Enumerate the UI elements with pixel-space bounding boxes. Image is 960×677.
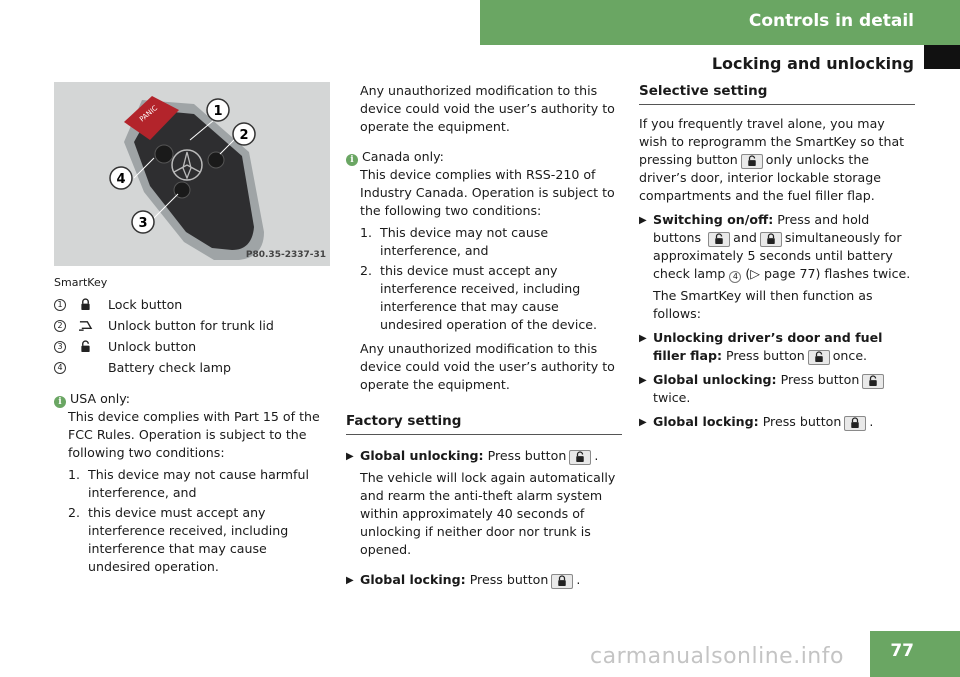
- canada-closing: Any unauthorized modification to this device could void the user’s authority to operate the equipment.: [360, 341, 615, 392]
- svg-text:1: 1: [213, 104, 223, 119]
- section-title: Controls in detail: [748, 11, 914, 31]
- smartkey-figure: [54, 82, 330, 266]
- svg-text:4: 4: [116, 172, 126, 187]
- callout-ref: 4: [729, 271, 741, 283]
- selective-driver-unlock: ▶ Unlocking driver’s door and fuel filler flap: Press button once.: [639, 330, 883, 363]
- canada-heading: Canada only:: [362, 149, 444, 164]
- legend-number: 1: [54, 299, 66, 311]
- legend-number: 4: [54, 362, 66, 374]
- canada-intro: This device complies with RSS-210 of Industry Canada. Operation is subject to the following two conditions:: [360, 167, 615, 218]
- list-item: 1. This device may not cause interference, and: [360, 225, 549, 258]
- column-right: [639, 82, 915, 432]
- header-tab-marker: [924, 45, 960, 69]
- usa-closing: Any unauthorized modification to this device could void the user’s authority to operate the equipment.: [360, 83, 615, 134]
- legend-number: 3: [54, 341, 66, 353]
- list-item: 2. this device must accept any interference received, including interference that may cause undesired operation of the device.: [360, 263, 598, 332]
- smartkey-illustration: [54, 82, 330, 266]
- unlock-icon: [808, 350, 830, 365]
- selective-function-note: The SmartKey will then function as follows:: [653, 288, 873, 321]
- selective-intro: If you frequently travel alone, you may wish to reprogramm the SmartKey so that pressing button only unlocks the driver’s door, interior lockable storage compartments and the fuel filler flap.: [639, 116, 905, 203]
- subsection-title: Locking and unlocking: [711, 54, 914, 73]
- lock-icon: [551, 574, 573, 589]
- page-number-box: [870, 631, 960, 677]
- legend-label: Lock button: [108, 296, 183, 312]
- list-item: 1. This device may not cause harmful interference, and: [68, 467, 309, 500]
- lock-icon: [760, 232, 782, 247]
- legend-number: 2: [54, 320, 66, 332]
- panic-button-label: PANIC: [138, 104, 160, 124]
- usa-notice: [54, 390, 330, 576]
- unlock-icon: [741, 154, 763, 169]
- watermark: carmanualsonline.info: [590, 644, 844, 669]
- unlock-icon: [708, 232, 730, 247]
- usa-heading: USA only:: [70, 391, 131, 406]
- figure-caption: SmartKey: [54, 276, 108, 289]
- factory-global-locking: ▶ Global locking: Press button .: [346, 571, 622, 590]
- legend-item: [54, 294, 330, 315]
- arrow-right-icon: ▶: [639, 215, 647, 226]
- canada-notice: [346, 148, 622, 394]
- arrow-right-icon: ▶: [639, 333, 647, 344]
- lock-icon: [844, 416, 866, 431]
- info-icon: i: [346, 154, 358, 166]
- selective-global-locking: ▶ Global locking: Press button .: [639, 413, 915, 432]
- legend-item: [54, 336, 330, 357]
- legend-label: Unlock button for trunk lid: [108, 317, 274, 333]
- legend-label: Battery check lamp: [108, 359, 231, 375]
- column-left: [54, 82, 330, 578]
- factory-auto-lock-note: The vehicle will lock again automatically and rearm the anti-theft alarm system within approximately 40 seconds of unlocking if neither door nor trunk is opened.: [360, 470, 616, 557]
- arrow-right-icon: ▶: [639, 375, 647, 386]
- arrow-right-icon: ▶: [639, 417, 647, 428]
- svg-text:2: 2: [239, 128, 249, 143]
- lock-icon: [72, 297, 98, 313]
- column-middle: [346, 82, 622, 590]
- unlock-icon: [569, 450, 591, 465]
- factory-setting-heading: Factory setting: [346, 412, 622, 435]
- legend-item: [54, 315, 330, 336]
- legend-item: [54, 357, 330, 378]
- usa-intro: This device complies with Part 15 of the FCC Rules. Operation is subject to the following two conditions:: [68, 409, 320, 460]
- info-icon: i: [54, 396, 66, 408]
- factory-global-unlocking: ▶ Global unlocking: Press button . The vehicle will lock again automatically and rearm the anti-theft alarm system within approximately 40 seconds of unlocking if neither door nor trunk is opened.: [346, 447, 622, 559]
- arrow-right-icon: ▶: [346, 451, 354, 462]
- arrow-right-icon: ▶: [346, 575, 354, 586]
- selective-setting-heading: Selective setting: [639, 82, 915, 105]
- legend-label: Unlock button: [108, 338, 197, 354]
- svg-text:3: 3: [138, 216, 148, 231]
- selective-switching: ▶ Switching on/off: Press and hold buttons and simultaneously for approximately 5 seconds until battery check lamp 4 (▷ page 77) flashes twice. The SmartKey will then function as follows:: [639, 211, 915, 323]
- page-number: 77: [890, 641, 914, 661]
- list-item: 2. this device must accept any interference received, including interference that may cause undesired operation.: [68, 505, 289, 574]
- selective-global-unlocking: ▶ Global unlocking: Press button twice.: [639, 371, 915, 407]
- unlock-icon: [72, 339, 98, 355]
- trunk-icon: [72, 318, 98, 334]
- figure-code: P80.35-2337-31: [245, 250, 326, 260]
- unlock-icon: [862, 374, 884, 389]
